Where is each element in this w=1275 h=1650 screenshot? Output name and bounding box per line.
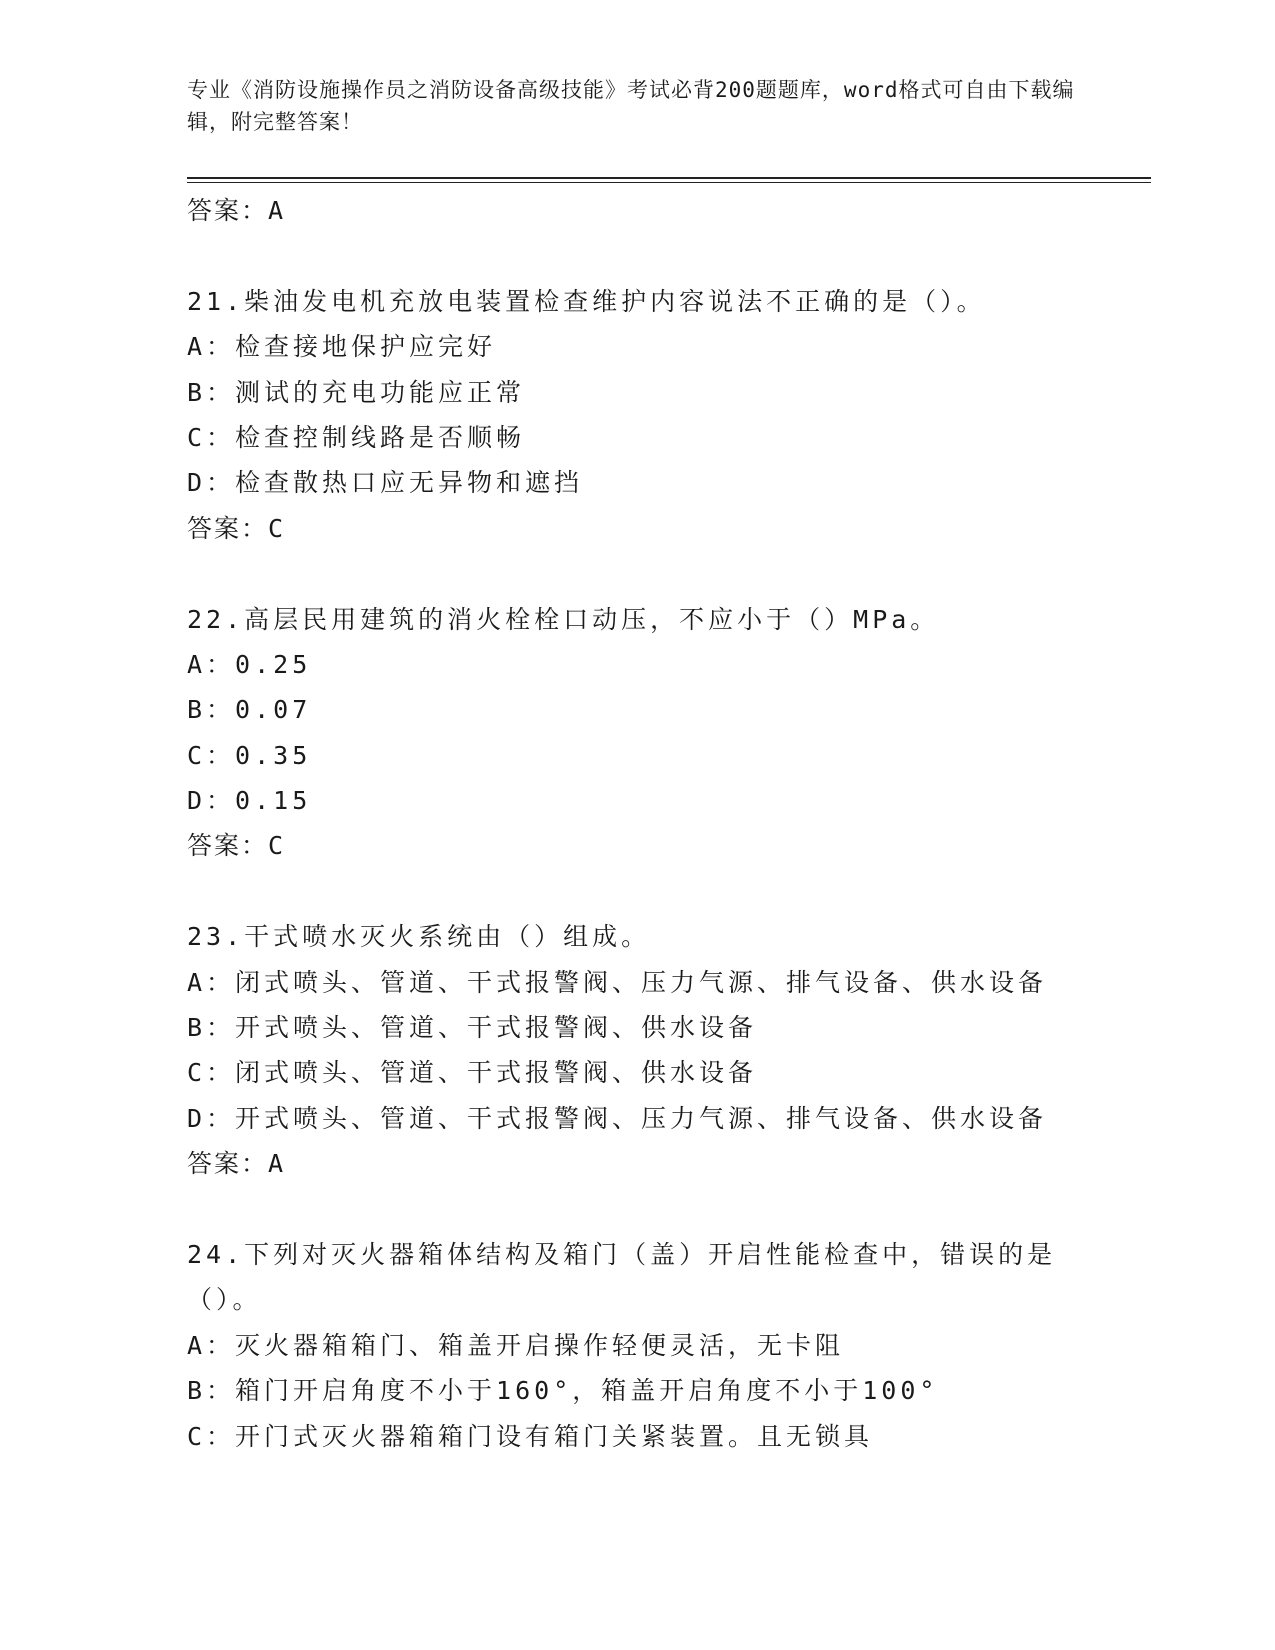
- spacer: [187, 233, 1087, 278]
- answer-line: 答案：C: [187, 831, 286, 861]
- document-header: 专业《消防设施操作员之消防设备高级技能》考试必背200题题库，word格式可自由下载编辑，附完整答案！: [187, 78, 1075, 134]
- answer-line: 答案：A: [187, 196, 286, 225]
- question-stem: 21.柴油发电机充放电装置检查维护内容说法不正确的是（）。: [187, 286, 986, 316]
- option-a: A：检查接地保护应完好: [187, 332, 497, 362]
- option-a: A：闭式喷头、管道、干式报警阀、压力气源、排气设备、供水设备: [187, 967, 1048, 997]
- question-21: [187, 279, 1087, 551]
- header-rule-thin: [187, 182, 1151, 183]
- option-d: D：检查散热口应无异物和遮挡: [187, 468, 584, 498]
- spacer: [187, 869, 1087, 914]
- question-23: [187, 914, 1087, 1186]
- option-d: D：0.15: [187, 786, 312, 816]
- question-22: [187, 597, 1087, 869]
- option-c: C：0.35: [187, 740, 312, 770]
- option-a: A：灭火器箱箱门、箱盖开启操作轻便灵活，无卡阻: [187, 1330, 845, 1360]
- question-stem: 22.高层民用建筑的消火栓栓口动压，不应小于（）MPa。: [187, 604, 940, 634]
- option-c: C：闭式喷头、管道、干式报警阀、供水设备: [187, 1058, 758, 1088]
- header-rule-thick: [187, 177, 1151, 179]
- option-c: C：检查控制线路是否顺畅: [187, 422, 526, 452]
- option-b: B：0.07: [187, 695, 312, 725]
- answer-line: 答案：C: [187, 513, 286, 543]
- question-24: [187, 1232, 1087, 1459]
- option-c: C：开门式灭火器箱箱门设有箱门关紧装置。且无锁具: [187, 1421, 874, 1451]
- option-b: B：开式喷头、管道、干式报警阀、供水设备: [187, 1013, 758, 1043]
- question-stem: 23.干式喷水灭火系统由（）组成。: [187, 922, 651, 952]
- question-stem: 24.下列对灭火器箱体结构及箱门（盖）开启性能检查中，错误的是（）。: [187, 1239, 1057, 1315]
- option-b: B：箱门开启角度不小于160°，箱盖开启角度不小于100°: [187, 1376, 939, 1406]
- spacer: [187, 551, 1087, 596]
- option-d: D：开式喷头、管道、干式报警阀、压力气源、排气设备、供水设备: [187, 1103, 1048, 1133]
- option-b: B：测试的充电功能应正常: [187, 377, 526, 407]
- document-content: [187, 188, 1087, 1459]
- answer-line: 答案：A: [187, 1149, 286, 1179]
- spacer: [187, 1187, 1087, 1232]
- option-a: A：0.25: [187, 649, 312, 679]
